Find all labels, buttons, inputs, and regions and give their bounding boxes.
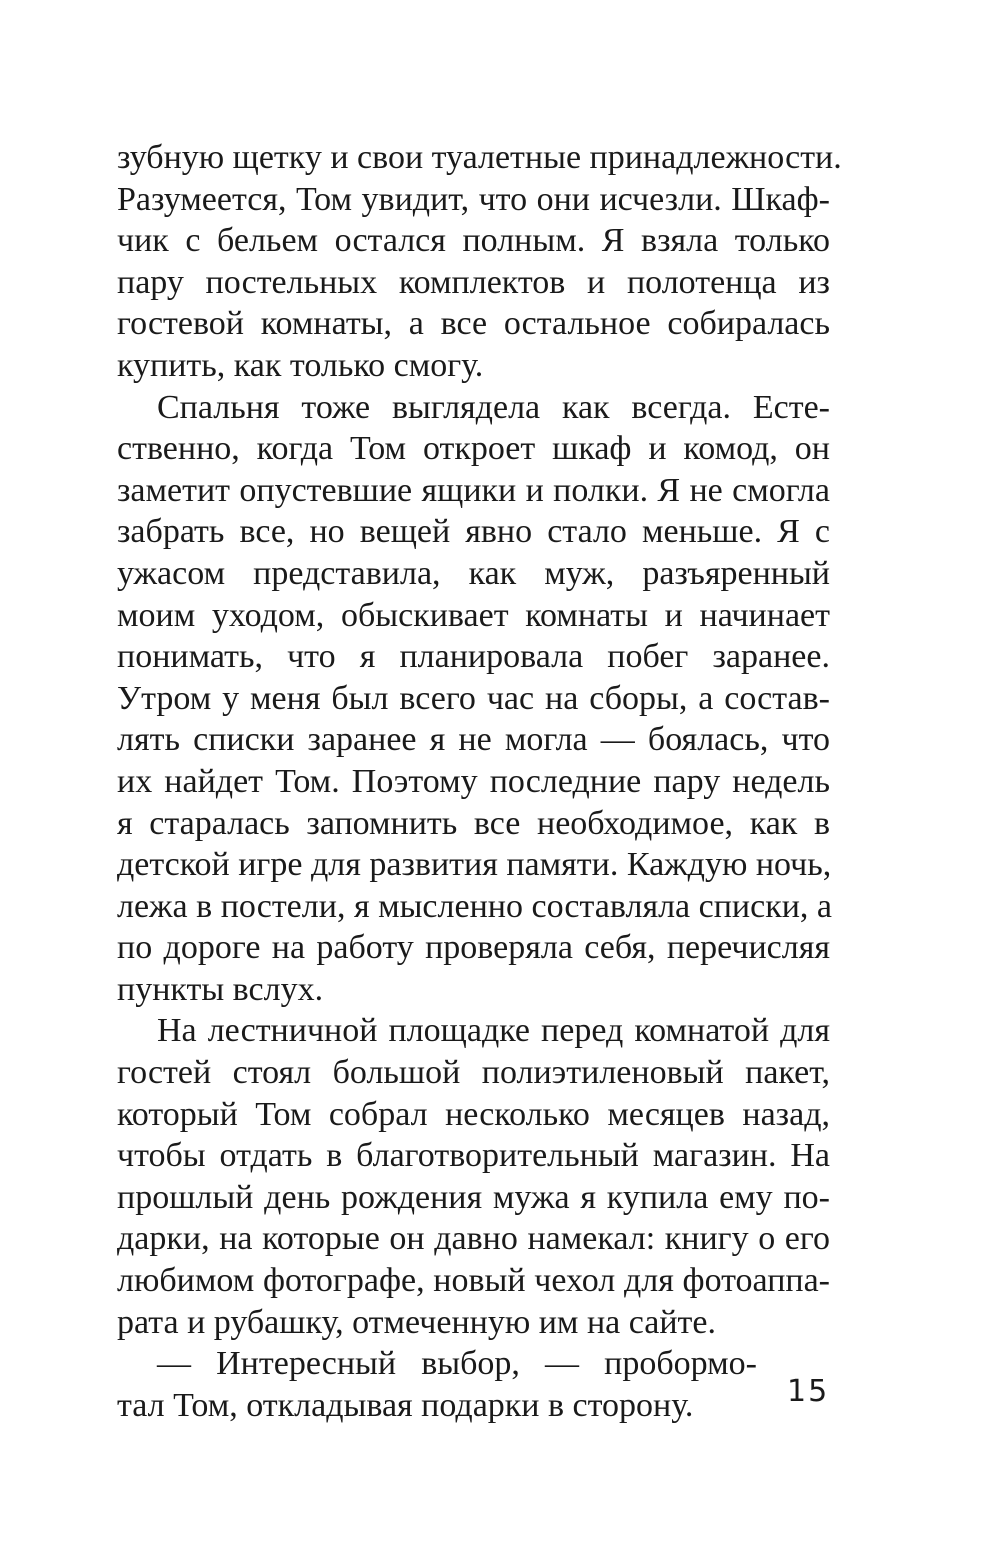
paragraph [117, 1010, 830, 1343]
text-line: зубную щетку и свои туалетные принадлежности. [117, 139, 842, 176]
text-line: Утром у меня был всего час на сборы, а состав- [117, 679, 830, 717]
paragraph [117, 137, 842, 387]
text-line: купить, как только смогу. [117, 346, 484, 384]
text-line: чик с бельем остался полным. Я взяла только [117, 222, 830, 260]
text-line: моим уходом, обыскивает комнаты и начинает [117, 596, 830, 634]
text-line: дарки, на которые он давно намекал: книгу о его [117, 1220, 830, 1258]
paragraph [117, 387, 833, 1011]
text-line: Спальня тоже выглядела как всегда. Есте- [157, 388, 830, 426]
text-line: — Интересный выбор, — пробормо- [157, 1345, 757, 1383]
text-line: лять списки заранее я не могла — боялась, что [117, 721, 830, 759]
dialogue-paragraph [117, 1343, 830, 1426]
page-number: 15 [787, 1374, 830, 1409]
text-line: Разумеется, Том увидит, что они исчезли. Шкаф- [117, 180, 830, 218]
text-line: чтобы отдать в благотворительный магазин. На [117, 1137, 830, 1175]
body-text [117, 137, 842, 1426]
text-line: заметит опустевшие ящики и полки. Я не смогла [117, 471, 830, 509]
text-line: ужасом представила, как муж, разъяренный [117, 554, 830, 592]
text-line: их найдет Том. Поэтому последние пару недель [117, 762, 830, 800]
text-line: прошлый день рождения мужа я купила ему по- [117, 1178, 830, 1216]
text-line: На лестничной площадке перед комнатой для [157, 1012, 830, 1050]
text-line: пару постельных комплектов и полотенца из [117, 263, 830, 301]
text-line: детской игре для развития памяти. Каждую ночь, [117, 846, 832, 884]
text-line: любимом фотографе, новый чехол для фотоаппа- [117, 1262, 830, 1300]
text-line: ственно, когда Том откроет шкаф и комод, он [117, 430, 830, 468]
text-line: тал Том, откладывая подарки в сторону. [117, 1386, 694, 1424]
text-line: который Том собрал несколько месяцев назад, [117, 1095, 830, 1133]
text-line: понимать, что я планировала побег заранее. [117, 638, 830, 676]
text-line: пункты вслух. [117, 970, 324, 1008]
text-line: забрать все, но вещей явно стало меньше. Я с [117, 513, 830, 551]
text-line: рата и рубашку, отмеченную им на сайте. [117, 1303, 716, 1341]
text-line: я старалась запомнить все необходимое, как в [117, 804, 830, 842]
text-line: лежа в постели, я мысленно составляла списки, а [117, 887, 833, 925]
text-line: гостевой комнаты, а все остальное собиралась [117, 305, 830, 343]
text-line: гостей стоял большой полиэтиленовый пакет, [117, 1054, 830, 1092]
text-line: по дороге на работу проверяла себя, перечисляя [117, 929, 830, 967]
